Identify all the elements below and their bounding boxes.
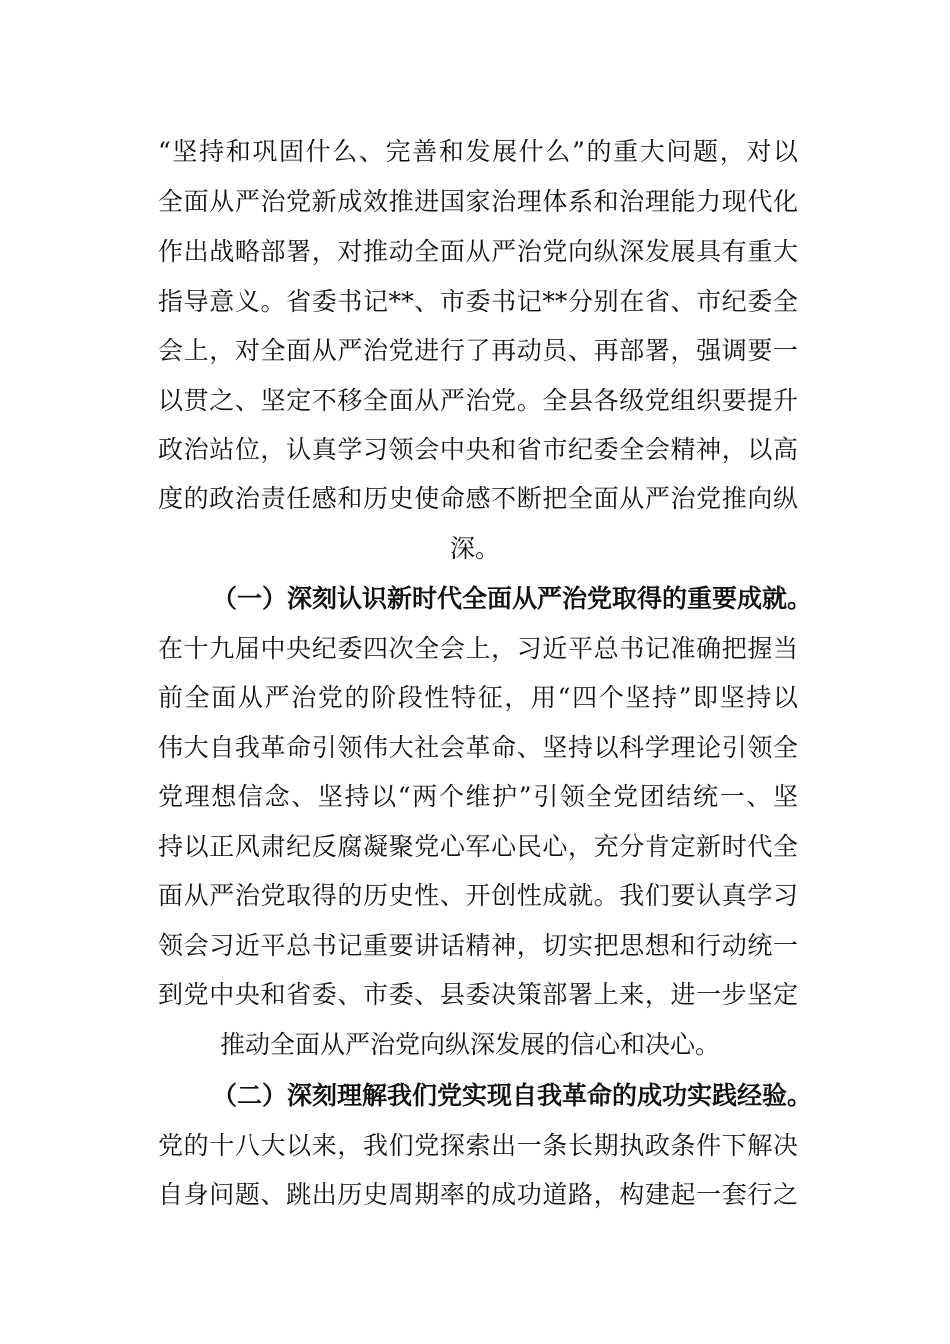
text-line: “坚持和巩固什么、完善和发展什么”的重大问题，对以 [158, 137, 798, 166]
text-line: 党理想信念、坚持以“两个维护”引领全党团结统一、坚 [158, 782, 798, 811]
text-line: 会上，对全面从严治党进行了再动员、再部署，强调要一 [158, 336, 798, 365]
text-line: 到党中央和省委、市委、县委决策部署上来，进一步坚定 [158, 980, 798, 1009]
text-line: 度的政治责任感和历史使命感不断把全面从严治党推向纵 [158, 484, 798, 513]
text-line: 前全面从严治党的阶段性特征，用“四个坚持”即坚持以 [158, 683, 798, 712]
text-line: 指导意义。省委书记**、市委书记**分别在省、市纪委全 [158, 287, 798, 316]
text-line: 持以正风肃纪反腐凝聚党心军心民心，充分肯定新时代全 [158, 832, 798, 861]
text-line-last: 推动全面从严治党向纵深发展的信心和决心。 [220, 1030, 721, 1059]
text-line: 作出战略部署，对推动全面从严治党向纵深发展具有重大 [158, 237, 798, 266]
text-line: 在十九届中央纪委四次全会上，习近平总书记准确把握当 [158, 634, 798, 663]
text-line: 自身问题、跳出历史周期率的成功道路，构建起一套行之 [158, 1180, 798, 1209]
text-line-last: 深。 [449, 534, 500, 563]
section-heading-2: （二）深刻理解我们党实现自我革命的成功实践经验。 [212, 1081, 813, 1110]
text-line: 全面从严治党新成效推进国家治理体系和治理能力现代化 [158, 187, 798, 216]
text-line: 面从严治党取得的历史性、开创性成就。我们要认真学习 [158, 881, 798, 910]
text-line: 领会习近平总书记重要讲话精神，切实把思想和行动统一 [158, 931, 798, 960]
section-heading-1: （一）深刻认识新时代全面从严治党取得的重要成就。 [212, 584, 813, 613]
text-line: 党的十八大以来，我们党探索出一条长期执政条件下解决 [158, 1131, 798, 1160]
text-line: 政治站位，认真学习领会中央和省市纪委全会精神，以高 [158, 435, 798, 464]
text-line: 以贯之、坚定不移全面从严治党。全县各级党组织要提升 [158, 386, 798, 415]
text-line: 伟大自我革命引领伟大社会革命、坚持以科学理论引领全 [158, 733, 798, 762]
